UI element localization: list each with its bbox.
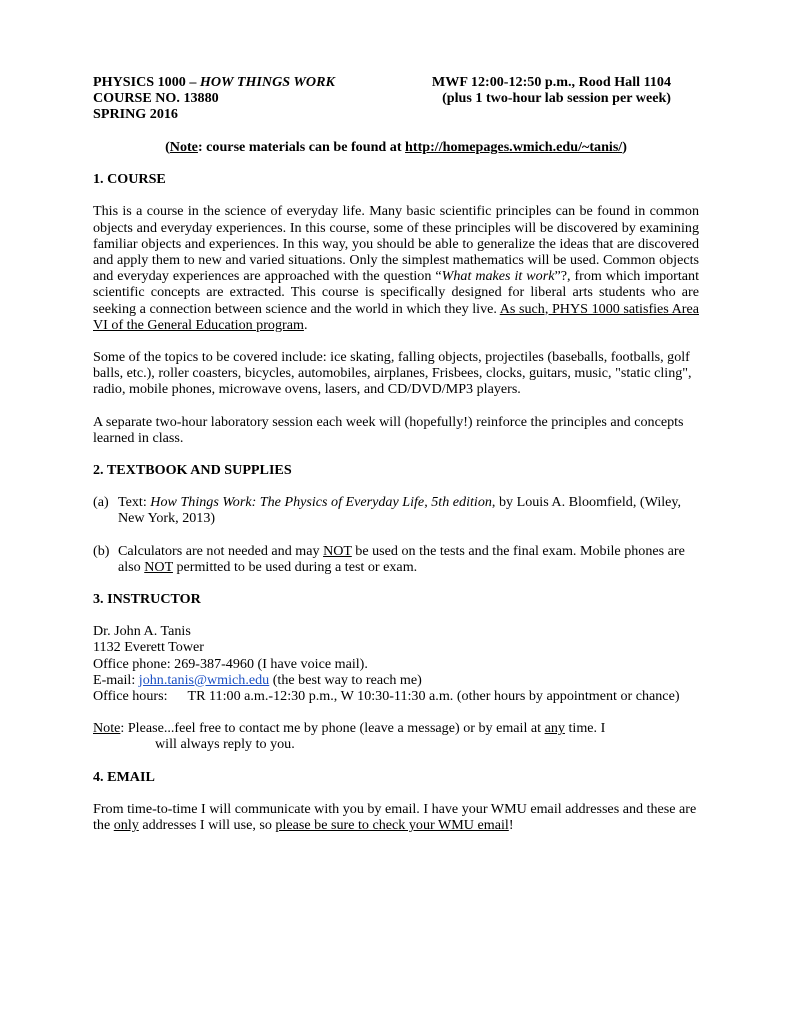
- gen-ed-note: As such, PHYS 1000 satisfies Area VI of the General Education program: [93, 300, 699, 333]
- office-hours: Office hours: TR 11:00 a.m.-12:30 p.m., W 10:30-11:30 a.m. (other hours by appointment or chance): [93, 688, 680, 705]
- course-term: SPRING 2016: [93, 106, 178, 123]
- syllabus-page: [93, 74, 699, 833]
- course-header: [93, 74, 699, 124]
- materials-note: (Note: course materials can be found at http://homepages.wmich.edu/~tanis/): [165, 139, 627, 155]
- note-label: Note: [169, 139, 198, 155]
- instructor-email-line: E-mail: john.tanis@wmich.edu (the best way to reach me): [93, 671, 422, 688]
- item-label-b: (b): [93, 542, 110, 559]
- instructor-info: [93, 623, 699, 704]
- calculator-item: (b) Calculators are not needed and may NOT be used on the tests and the final exam. Mobile phones are also NOT permitted to be used during a test or exam.: [93, 542, 685, 575]
- instructor-name: Dr. John A. Tanis: [93, 623, 191, 640]
- course-schedule: MWF 12:00-12:50 p.m., Rood Hall 1104: [431, 74, 671, 90]
- email-paragraph: From time-to-time I will communicate with you by email. I have your WMU email addresses and these are the only addresses I will use, so please be sure to check your WMU email!: [93, 800, 697, 834]
- course-title-prefix: PHYSICS 1000 –: [93, 74, 200, 90]
- section-instructor-heading: 3. INSTRUCTOR: [93, 591, 201, 608]
- textbook-title: How Things Work: The Physics of Everyday Life: [150, 494, 425, 511]
- topics-paragraph: Some of the topics to be covered include: ice skating, falling objects, projectiles (baseballs, footballs, golf balls, etc.), roller coasters, bicycles, automobiles, airplanes, Frisbees, clocks, guitars, music, "static cling", radio, mobile phones, microwave ovens, lasers, and CD/DVD/MP3 players.: [93, 349, 692, 398]
- course-number: COURSE NO. 13880: [93, 90, 219, 107]
- item-label-a: (a): [93, 494, 109, 511]
- section-textbook-heading: 2. TEXTBOOK AND SUPPLIES: [93, 462, 292, 479]
- course-materials-link[interactable]: http://homepages.wmich.edu/~tanis/: [405, 139, 623, 155]
- section-course-heading: 1. COURSE: [93, 171, 166, 188]
- course-title-italic: HOW THINGS WORK: [199, 74, 335, 90]
- course-title: [93, 74, 335, 90]
- lab-session-note: (plus 1 two-hour lab session per week): [442, 90, 671, 107]
- instructor-office: 1132 Everett Tower: [93, 639, 204, 656]
- section-email-heading: 4. EMAIL: [93, 768, 155, 785]
- textbook-item: (a) Text: How Things Work: The Physics of Everyday Life, 5th edition, by Louis A. Bloomfield, (Wiley, New York, 2013): [93, 494, 682, 527]
- lab-paragraph: A separate two-hour laboratory session each week will (hopefully!) reinforce the principles and concepts learned in class.: [93, 413, 684, 446]
- instructor-email-link[interactable]: john.tanis@wmich.edu: [138, 671, 270, 688]
- contact-note: Note: Please...feel free to contact me by phone (leave a message) or by email at any time. I will always reply to you.: [93, 720, 606, 753]
- instructor-phone: Office phone: 269-387-4960 (I have voice mail).: [93, 655, 368, 672]
- course-description: This is a course in the science of everyday life. Many basic scientific principles can be found in common objects and everyday experiences. In this course, some of these principles will be discovered by examining familiar objects and experiences. In this way, you should be able to generalize the ideas that are discovered and apply them to new and varied situations. Only the simplest mathematics will be used. Common objects and everyday experiences are approached with the question “What makes it work”?, from which important scientific concepts are extracted. This course is specifically designed for liberal arts students who are seeking a connection between science and the world in which they live. As such, PHYS 1000 satisfies Area VI of the General Education program.: [93, 203, 700, 333]
